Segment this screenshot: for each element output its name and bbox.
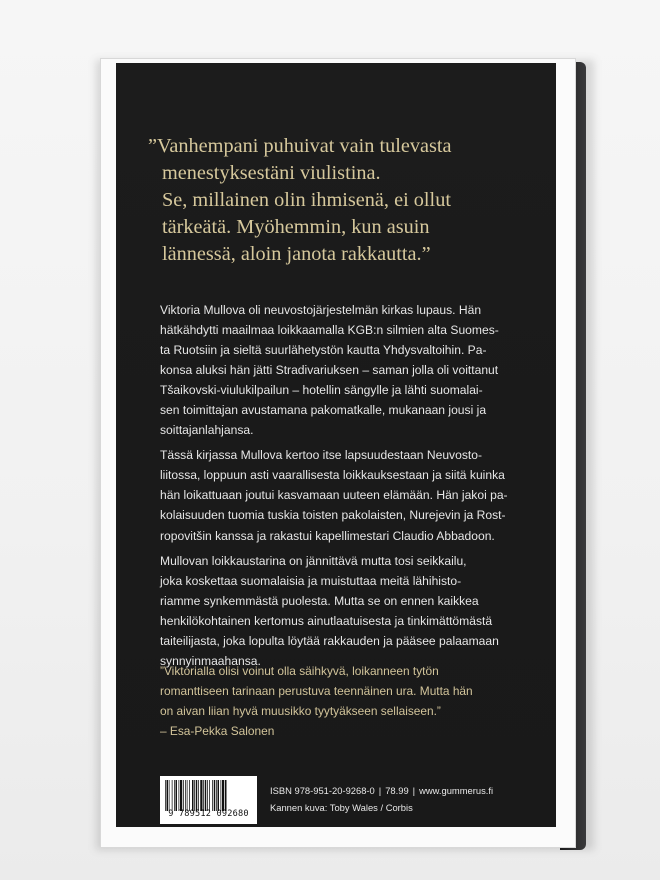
barcode-bars <box>164 780 253 811</box>
colophon <box>270 782 493 816</box>
description-line: hän loikattuaan joutui kasvamaan uuteen elämään. Hän jakoi pa- <box>160 488 508 503</box>
description-paragraph <box>160 445 540 545</box>
description-line: Mullovan loikkaustarina on jännittävä mutta tosi seikkailu, <box>160 553 467 568</box>
description-line: konsa aluksi hän jätti Stradivariuksen – saman jolla oli voittanut <box>160 363 499 378</box>
barcode-bar <box>225 780 227 811</box>
cover-quote <box>148 133 548 268</box>
endorsement-line: on aivan liian hyvä muusikko tyytyäkseen sellaiseen.” <box>160 704 441 718</box>
barcode-bar <box>200 780 202 811</box>
barcode-bar <box>216 780 217 811</box>
description-line: riamme synkemmästä puolesta. Mutta se on ennen kaikkea <box>160 593 479 608</box>
endorsement-line: romanttiseen tarinaan perustuva teennäinen ura. Mutta hän <box>160 684 473 698</box>
description-line: Tšaikovski-viulukilpailun – hotellin sängylle ja lähti suomalai- <box>160 383 483 398</box>
barcode-digits: 9 789512 092680 <box>168 809 249 819</box>
publisher-website: www.gummerus.fi <box>419 785 494 796</box>
barcode-bar <box>198 780 199 811</box>
barcode-bar <box>167 780 169 811</box>
description-line: joka koskettaa suomalaisia ja muistuttaa meitä lähihisto- <box>160 573 462 588</box>
barcode-bar <box>214 780 216 811</box>
barcode-bar <box>212 780 213 811</box>
endorsement-attribution: – Esa-Pekka Salonen <box>160 724 275 738</box>
endorsement-line: ”Viktorialla olisi voinut olla säihkyvä, loikanneen tytön <box>160 664 439 678</box>
barcode-bar <box>189 780 190 811</box>
library-class: 78.99 <box>385 785 409 796</box>
barcode-bar <box>209 780 210 811</box>
barcode-bar <box>169 780 170 811</box>
description-line: synnyinmaahansa. <box>160 653 261 668</box>
barcode-bar <box>205 780 207 811</box>
description-line: henkilökohtainen kertomus ainutlaatuisesta ja tinkimättömästä <box>160 613 493 628</box>
isbn-number: ISBN 978-951-20-9268-0 <box>270 785 375 796</box>
endorsement-quote <box>160 661 540 741</box>
barcode-bar <box>180 780 182 811</box>
barcode-bar <box>176 780 178 811</box>
barcode-bar <box>221 780 222 811</box>
description-line: hätkähdytti maailmaa loikkaamalla KGB:n silmien alta Suomes- <box>160 323 499 338</box>
description-paragraph <box>160 300 540 440</box>
description-line: Viktoria Mullova oli neuvostojärjestelmän kirkas lupaus. Hän <box>160 303 482 317</box>
barcode-bar <box>185 780 186 811</box>
barcode-bar <box>194 780 195 811</box>
description-line: sen toimittajan avustamana pakomatkalle, mukanaan jousi ja <box>160 403 487 418</box>
quote-line: ”Vanhempani puhuivat vain tulevasta <box>148 135 452 157</box>
barcode-bar <box>187 780 188 811</box>
book-description <box>160 300 540 676</box>
barcode-bar <box>172 780 173 811</box>
separator: | <box>412 785 416 796</box>
barcode-bar <box>183 780 184 811</box>
quote-line: Se, millainen olin ihmisenä, ei ollut <box>162 189 451 211</box>
description-line: soittajanlahjansa. <box>160 423 254 438</box>
barcode-bar <box>196 780 198 811</box>
separator: | <box>378 785 382 796</box>
description-paragraph <box>160 551 540 671</box>
barcode-bar <box>222 780 224 811</box>
barcode-bar <box>165 780 166 811</box>
barcode-bar <box>203 780 204 811</box>
description-line: ta Ruotsiin ja sieltä suurlähetystön kautta Yhdysvaltoihin. Pa- <box>160 343 487 358</box>
barcode <box>160 776 257 824</box>
quote-line: menestyksestäni viulistina. <box>162 162 381 184</box>
description-line: ropovitšin kanssa ja rakastui kapellimestari Claudio Abbadoon. <box>160 528 495 543</box>
description-line: kolaisuuden tuomia tuskia toisten pakolaisten, Nurejevin ja Rost- <box>160 508 506 523</box>
barcode-bar <box>192 780 194 811</box>
cover-photo-credit: Kannen kuva: Toby Wales / Corbis <box>270 802 413 813</box>
description-line: liitossa, loppuun asti vaarallisesta loikkauksestaan ja siitä kuinka <box>160 468 505 483</box>
description-line: taiteilijasta, joka lopulta löytää rakkauden ja pääsee palaamaan <box>160 633 499 648</box>
quote-line: lännessä, aloin janota rakkautta.” <box>162 243 431 265</box>
barcode-bar <box>207 780 208 811</box>
description-line: Tässä kirjassa Mullova kertoo itse lapsuudestaan Neuvosto- <box>160 448 482 463</box>
barcode-bar <box>179 780 180 811</box>
barcode-bar <box>218 780 220 811</box>
colophon-line <box>270 782 493 799</box>
barcode-bar <box>174 780 175 811</box>
quote-line: tärkeätä. Myöhemmin, kun asuin <box>162 216 430 238</box>
